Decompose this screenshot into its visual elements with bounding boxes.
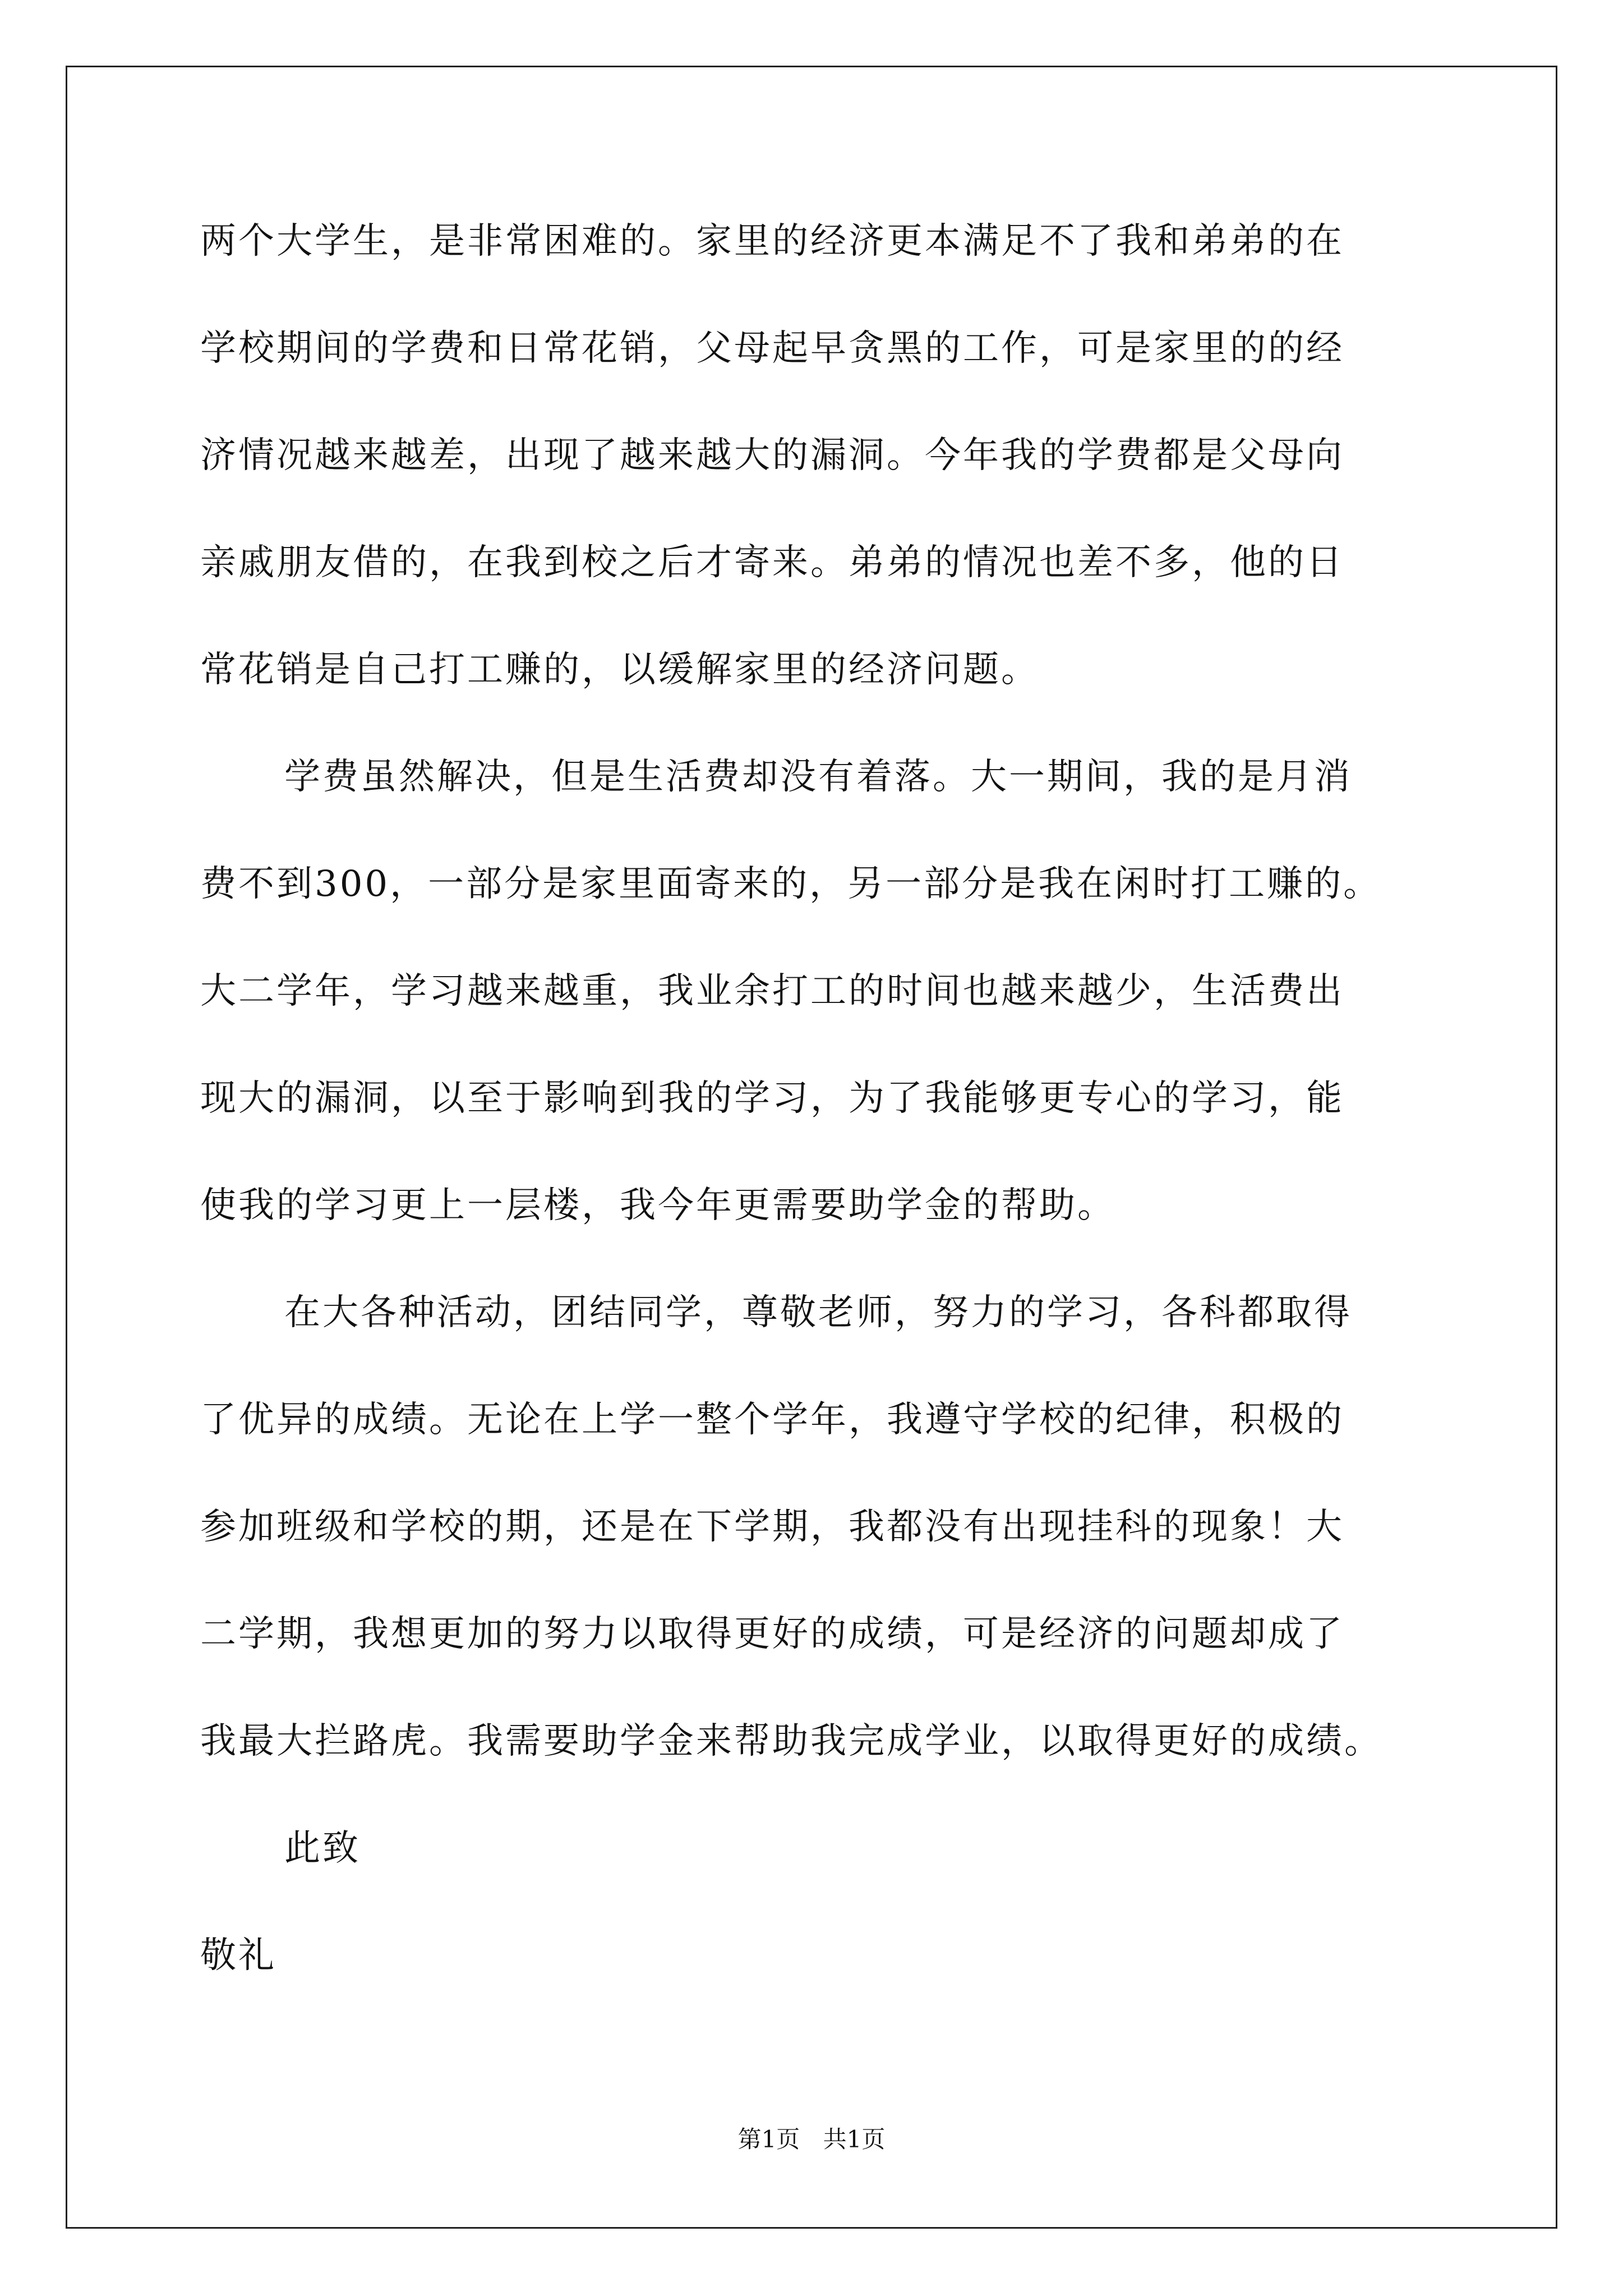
text-line: 大二学年，学习越来越重，我业余打工的时间也越来越少，生活费出 — [200, 970, 1344, 1012]
text-line: 费不到300，一部分是家里面寄来的，另一部分是我在闲时打工赚的。 — [200, 863, 1382, 905]
text-line: 二学期，我想更加的努力以取得更好的成绩，可是经济的问题却成了 — [200, 1613, 1344, 1655]
page-number: 第1页 — [737, 2125, 800, 2153]
page-footer — [0, 2124, 1623, 2155]
text-line: 两个大学生，是非常困难的。家里的经济更本满足不了我和弟弟的在 — [200, 220, 1344, 262]
text-line: 使我的学习更上一层楼，我今年更需要助学金的帮助。 — [200, 1185, 1115, 1226]
text-line: 了优异的成绩。无论在上学一整个学年，我遵守学校的纪律，积极的 — [200, 1399, 1344, 1441]
text-line: 参加班级和学校的期，还是在下学期，我都没有出现挂科的现象！大 — [200, 1506, 1344, 1548]
paragraph-start: 在大各种活动，团结同学，尊敬老师，努力的学习，各科都取得 — [284, 1292, 1352, 1333]
text-line: 亲戚朋友借的，在我到校之后才寄来。弟弟的情况也差不多，他的日 — [200, 542, 1344, 583]
text-line: 济情况越来越差，出现了越来越大的漏洞。今年我的学费都是父母向 — [200, 435, 1344, 476]
closing-regards: 敬礼 — [200, 1935, 276, 1976]
text-line: 学校期间的学费和日常花销，父母起早贪黑的工作，可是家里的的经 — [200, 328, 1344, 369]
text-line: 我最大拦路虎。我需要助学金来帮助我完成学业，以取得更好的成绩。 — [200, 1720, 1382, 1762]
page-frame — [66, 66, 1557, 2229]
paragraph-start: 学费虽然解决，但是生活费却没有着落。大一期间，我的是月消 — [284, 756, 1352, 798]
text-line: 常花销是自己打工赚的，以缓解家里的经济问题。 — [200, 649, 1039, 691]
text-line: 现大的漏洞，以至于影响到我的学习，为了我能够更专心的学习，能 — [200, 1078, 1344, 1119]
page-total: 共1页 — [823, 2125, 886, 2153]
closing-salutation: 此致 — [284, 1828, 361, 1869]
